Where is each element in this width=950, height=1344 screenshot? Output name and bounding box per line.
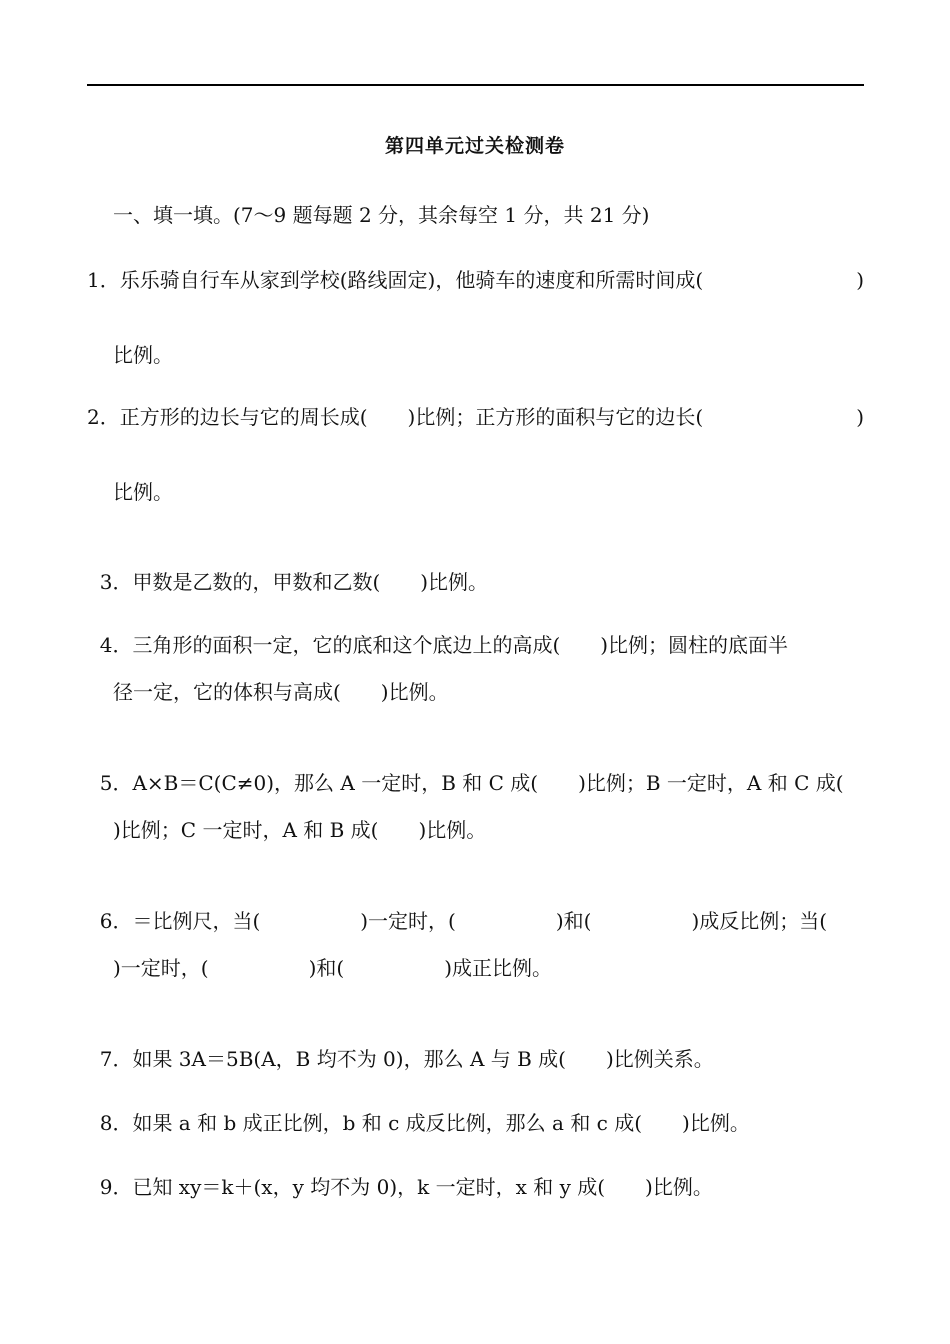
question-9-line1: 已知 xy＝k＋(x，y 均不为 0)，k 一定时，x 和 y 成( )比例。 xyxy=(132,1175,713,1199)
question-4-number: 4． xyxy=(99,633,133,657)
question-2-blank-end: ) xyxy=(856,405,864,429)
question-3-line1: 甲数是乙数的，甲数和乙数( )比例。 xyxy=(132,570,489,594)
question-8 xyxy=(87,1081,750,1137)
question-7 xyxy=(87,1017,714,1073)
question-8-number: 8． xyxy=(99,1111,133,1135)
question-1 xyxy=(87,266,864,294)
question-3-number: 3． xyxy=(99,570,133,594)
question-4 xyxy=(87,603,788,659)
question-7-line1: 如果 3A＝5B(A，B 均不为 0)，那么 A 与 B 成( )比例关系。 xyxy=(132,1047,714,1071)
section-heading: 一、填一填。(7～9 题每题 2 分，其余每空 1 分，共 21 分) xyxy=(113,203,650,227)
question-9 xyxy=(87,1145,713,1201)
question-2-line2: 比例。 xyxy=(113,480,173,504)
question-4-line1: 三角形的面积一定，它的底和这个底边上的高成( )比例；圆柱的底面半 xyxy=(132,633,789,657)
question-1-blank-end: ) xyxy=(856,268,864,292)
question-6 xyxy=(87,879,827,935)
question-5-line1: A×B＝C(C≠0)，那么 A 一定时，B 和 C 成( )比例；B 一定时，A 和 C 成( xyxy=(132,771,844,795)
header-rule xyxy=(87,84,864,86)
question-1-line2: 比例。 xyxy=(113,343,173,367)
question-1-line1: 乐乐骑自行车从家到学校(路线固定)，他骑车的速度和所需时间成( xyxy=(119,268,704,292)
question-5-number: 5． xyxy=(99,771,133,795)
question-2 xyxy=(87,403,864,431)
question-1-number: 1． xyxy=(87,268,120,292)
question-7-number: 7． xyxy=(99,1047,133,1071)
question-9-number: 9． xyxy=(99,1175,133,1199)
question-4-line2: 径一定，它的体积与高成( )比例。 xyxy=(113,680,449,704)
question-6-line2: )一定时，( )和( )成正比例。 xyxy=(113,956,553,980)
question-2-line1: 正方形的边长与它的周长成( )比例；正方形的面积与它的边长( xyxy=(119,405,704,429)
question-8-line1: 如果 a 和 b 成正比例，b 和 c 成反比例，那么 a 和 c 成( )比例。 xyxy=(132,1111,750,1135)
question-1-text xyxy=(87,266,703,294)
question-6-line1: ＝比例尺，当( )一定时，( )和( )成反比例；当( xyxy=(132,909,828,933)
question-2-number: 2． xyxy=(87,405,120,429)
page-title: 第四单元过关检测卷 xyxy=(384,135,565,157)
question-2-text xyxy=(87,403,703,431)
question-3 xyxy=(87,540,488,596)
question-5 xyxy=(87,741,844,797)
question-6-number: 6． xyxy=(99,909,133,933)
question-5-line2: )比例；C 一定时，A 和 B 成( )比例。 xyxy=(113,818,487,842)
